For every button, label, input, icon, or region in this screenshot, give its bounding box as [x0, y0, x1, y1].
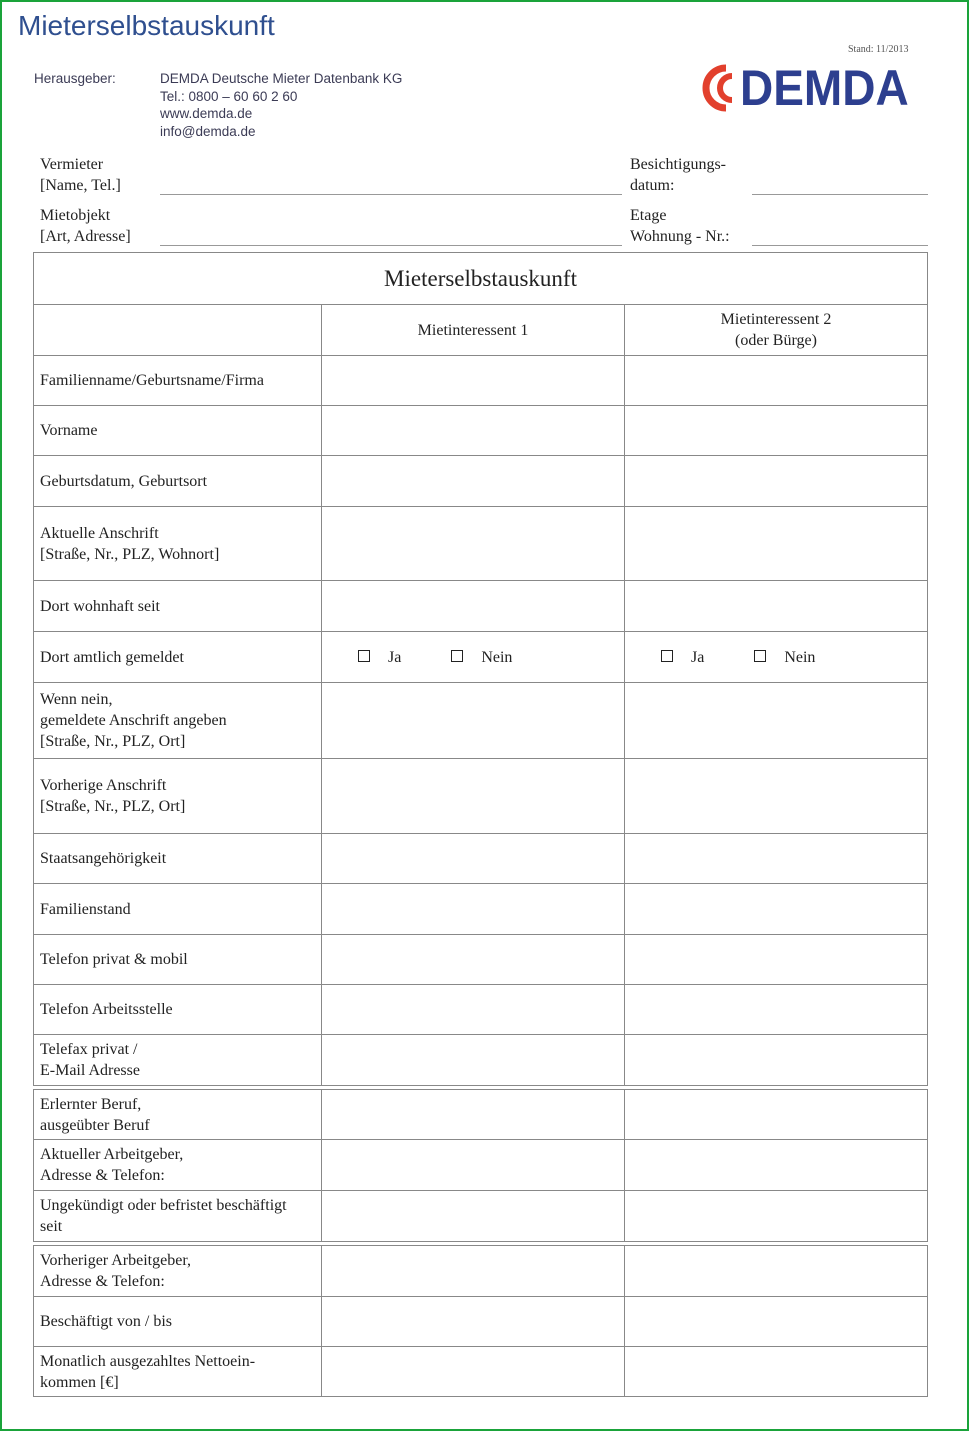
field-tenant-2[interactable] [625, 507, 928, 581]
field-tenant-1[interactable] [322, 1191, 625, 1242]
table-row [34, 1297, 928, 1347]
demda-logo-icon [696, 62, 740, 114]
mietobjekt-field[interactable] [160, 245, 622, 246]
table-row [34, 581, 928, 632]
table-row [34, 1140, 928, 1191]
field-tenant-1[interactable] [322, 456, 625, 507]
row-label: Vorherige Anschrift [Straße, Nr., PLZ, Ort] [34, 759, 322, 834]
table-row [34, 935, 928, 985]
mietobjekt-label: Mietobjekt [Art, Adresse] [40, 207, 131, 245]
table-row [34, 1246, 928, 1297]
table-row [34, 632, 928, 683]
row-label: Telefon privat & mobil [34, 935, 322, 985]
row-label: Staatsangehörigkeit [34, 834, 322, 884]
vermieter-field[interactable] [160, 194, 622, 195]
field-tenant-2[interactable] [625, 406, 928, 456]
row-label: Dort amtlich gemeldet [34, 632, 322, 683]
field-tenant-1[interactable] [322, 1246, 625, 1297]
option-ja-1[interactable]: Ja [358, 647, 401, 668]
publisher-email[interactable]: info@demda.de [160, 123, 256, 139]
row-label: Familienname/Geburtsname/Firma [34, 356, 322, 406]
field-tenant-1[interactable] [322, 985, 625, 1035]
stand-date: Stand: 11/2013 [848, 44, 909, 55]
row-label: Geburtsdatum, Geburtsort [34, 456, 322, 507]
table-row [34, 1035, 928, 1086]
field-tenant-1[interactable] [322, 834, 625, 884]
col-header-1: Mietinteressent 1 [322, 305, 625, 356]
vermieter-label: Vermieter [Name, Tel.] [40, 156, 121, 194]
besichtigung-label: Besichtigungs- datum: [630, 156, 726, 194]
row-label: Erlernter Beruf, ausgeübter Beruf [34, 1090, 322, 1140]
table-row [34, 356, 928, 406]
besichtigung-field[interactable] [752, 194, 928, 195]
field-tenant-2[interactable] [625, 456, 928, 507]
row-label: Telefon Arbeitsstelle [34, 985, 322, 1035]
field-tenant-2[interactable] [625, 884, 928, 935]
row-label: Wenn nein, gemeldete Anschrift angeben [Straße, Nr., PLZ, Ort] [34, 683, 322, 759]
field-tenant-2[interactable] [625, 1246, 928, 1297]
registered-options-1 [322, 632, 625, 683]
row-label: Familienstand [34, 884, 322, 935]
field-tenant-2[interactable] [625, 1191, 928, 1242]
field-tenant-2[interactable] [625, 1090, 928, 1140]
demda-logo [696, 62, 923, 114]
checkbox-icon[interactable] [754, 650, 766, 662]
checkbox-icon[interactable] [661, 650, 673, 662]
option-nein-1[interactable]: Nein [451, 647, 512, 668]
row-label: Monatlich ausgezahltes Nettoein- kommen [€] [34, 1347, 322, 1397]
field-tenant-2[interactable] [625, 683, 928, 759]
row-label: Ungekündigt oder befristet beschäftigt seit [34, 1191, 322, 1242]
field-tenant-1[interactable] [322, 683, 625, 759]
page-title: Mieterselbstauskunft [18, 10, 275, 41]
field-tenant-1[interactable] [322, 356, 625, 406]
table-row [34, 507, 928, 581]
checkbox-icon[interactable] [451, 650, 463, 662]
table-row [34, 759, 928, 834]
field-tenant-1[interactable] [322, 1140, 625, 1191]
field-tenant-2[interactable] [625, 985, 928, 1035]
option-nein-2[interactable]: Nein [754, 647, 815, 668]
row-label: Telefax privat / E-Mail Adresse [34, 1035, 322, 1086]
table-row [34, 1191, 928, 1242]
table-row [34, 1347, 928, 1397]
field-tenant-2[interactable] [625, 1297, 928, 1347]
row-label: Beschäftigt von / bis [34, 1297, 322, 1347]
field-tenant-1[interactable] [322, 507, 625, 581]
etage-field[interactable] [752, 245, 928, 246]
table-row [34, 834, 928, 884]
table-row [34, 1090, 928, 1140]
table-row [34, 406, 928, 456]
field-tenant-1[interactable] [322, 406, 625, 456]
table-title: Mieterselbstauskunft [34, 253, 928, 305]
field-tenant-2[interactable] [625, 759, 928, 834]
field-tenant-1[interactable] [322, 1035, 625, 1086]
etage-label: Etage Wohnung - Nr.: [630, 207, 730, 245]
field-tenant-2[interactable] [625, 1347, 928, 1397]
field-tenant-2[interactable] [625, 1035, 928, 1086]
field-tenant-1[interactable] [322, 935, 625, 985]
field-tenant-1[interactable] [322, 884, 625, 935]
registered-options-2 [625, 632, 928, 683]
table-row [34, 884, 928, 935]
publisher-name: DEMDA Deutsche Mieter Datenbank KG [160, 71, 403, 86]
table-row [34, 456, 928, 507]
field-tenant-2[interactable] [625, 581, 928, 632]
row-label: Aktueller Arbeitgeber, Adresse & Telefon: [34, 1140, 322, 1191]
publisher-phone: Tel.: 0800 – 60 60 2 60 [160, 88, 298, 104]
table-row [34, 683, 928, 759]
field-tenant-2[interactable] [625, 935, 928, 985]
field-tenant-2[interactable] [625, 1140, 928, 1191]
field-tenant-2[interactable] [625, 834, 928, 884]
row-label: Vorheriger Arbeitgeber, Adresse & Telefon: [34, 1246, 322, 1297]
checkbox-icon[interactable] [358, 650, 370, 662]
publisher-info [160, 70, 402, 140]
field-tenant-1[interactable] [322, 1090, 625, 1140]
field-tenant-1[interactable] [322, 1347, 625, 1397]
publisher-label: Herausgeber: [34, 71, 116, 86]
row-label: Aktuelle Anschrift [Straße, Nr., PLZ, Wohnort] [34, 507, 322, 581]
publisher-website[interactable]: www.demda.de [160, 106, 253, 121]
field-tenant-1[interactable] [322, 581, 625, 632]
table-row [34, 985, 928, 1035]
row-label: Vorname [34, 406, 322, 456]
option-ja-2[interactable]: Ja [661, 647, 704, 668]
field-tenant-1[interactable] [322, 759, 625, 834]
header-empty-cell [34, 305, 322, 356]
row-label: Dort wohnhaft seit [34, 581, 322, 632]
col-header-2: Mietinteressent 2 (oder Bürge) [625, 305, 928, 356]
field-tenant-1[interactable] [322, 1297, 625, 1347]
field-tenant-2[interactable] [625, 356, 928, 406]
tenant-form-table [33, 252, 928, 1397]
logo-text: DEMDA [740, 60, 909, 116]
